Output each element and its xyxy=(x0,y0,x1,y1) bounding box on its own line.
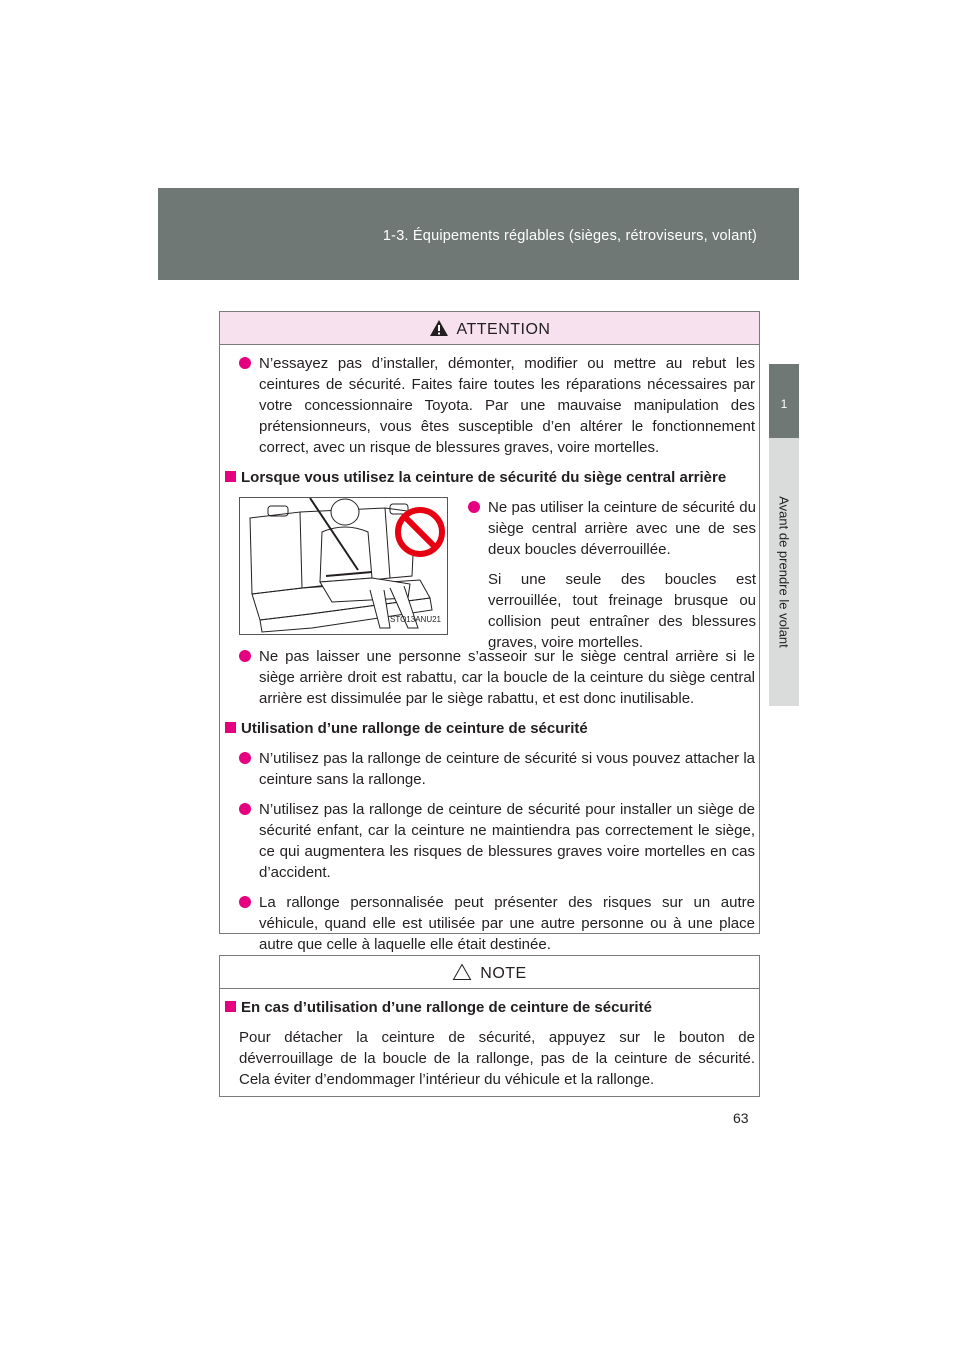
rear-seat-belt-illustration xyxy=(239,497,448,635)
figure-row xyxy=(223,497,756,651)
section-title: 1-3. Équipements réglables (sièges, rétroviseurs, volant) xyxy=(382,228,757,244)
note-body xyxy=(220,989,759,1107)
section-heading: Utilisation d’une rallonge de ceinture de sécurité xyxy=(223,718,755,739)
paragraph: Si une seule des boucles est verrouillée, tout freinage brusque ou collision peut entraîner des blessures graves, voire mortelles. xyxy=(488,571,756,651)
bullet-dot xyxy=(239,896,251,908)
chapter-tab xyxy=(769,364,799,438)
note-box xyxy=(219,955,760,1097)
chapter-header-band xyxy=(158,188,799,280)
attention-box xyxy=(219,311,760,953)
attention-label: ATTENTION xyxy=(456,321,551,338)
page-number: 63 xyxy=(733,1110,749,1126)
chapter-tab-label xyxy=(769,438,799,706)
chapter-number: 1 xyxy=(780,397,788,411)
bullet-dot xyxy=(239,752,251,764)
bullet-dot xyxy=(239,650,251,662)
list-item: Ne pas laisser une personne s’asseoir sur le siège central arrière si le siège arrière droit est rabattu, car la boucle de la ceinture du siège central arrière est dissimulée par le siège rabattu, et est donc inutilisable. xyxy=(239,646,755,709)
section-heading: Lorsque vous utilisez la ceinture de sécurité du siège central arrière xyxy=(223,467,755,488)
attention-header xyxy=(220,312,759,345)
caution-outline-icon xyxy=(452,963,472,981)
section-heading: En cas d’utilisation d’une rallonge de ceinture de sécurité xyxy=(223,997,755,1018)
paragraph: Pour détacher la ceinture de sécurité, appuyez sur le bouton de déverrouillage de la boucle de la rallonge, pas de la ceinture de sécurité. Cela éviter d’endommager l’intérieur du véhicule et la rallonge. xyxy=(239,1029,755,1088)
figure-text xyxy=(468,497,756,662)
warning-icon xyxy=(429,319,449,337)
chapter-title: Avant de prendre le volant xyxy=(776,496,792,648)
list-item: Ne pas utiliser la ceinture de sécurité du siège central arrière avec une de ses deux boucles déverrouillée. xyxy=(468,497,756,560)
list-item: La rallonge personnalisée peut présenter des risques sur un autre véhicule, quand elle est utilisée par une autre personne ou à une place autre que celle à laquelle elle était destinée. xyxy=(239,892,755,955)
bullet-square xyxy=(225,471,236,482)
list-item: N’utilisez pas la rallonge de ceinture de sécurité si vous pouvez attacher la ceinture sans la rallonge. xyxy=(239,748,755,790)
figure-code: STO13ANU21 xyxy=(390,615,441,624)
list-item: N’utilisez pas la rallonge de ceinture de sécurité pour installer un siège de sécurité enfant, car la ceinture ne maintiendra pas correctement le siège, ce qui augmentera les risques de blessures graves voire mortelles en cas d’accident. xyxy=(239,799,755,883)
attention-body xyxy=(220,345,759,972)
bullet-square xyxy=(225,722,236,733)
note-label: NOTE xyxy=(480,965,527,982)
bullet-dot xyxy=(239,803,251,815)
bullet-dot xyxy=(468,501,480,513)
list-item: N’essayez pas d’installer, démonter, modifier ou mettre au rebut les ceintures de sécurité. Faites faire toutes les réparations nécessaires par votre concessionnaire Toyota. Par une mauvaise manipulation des prétensionneurs, vous êtes susceptible d’en altérer le fonctionnement correct, avec un risque de blessures graves, voire mortelles. xyxy=(239,353,755,458)
note-header xyxy=(220,956,759,989)
bullet-square xyxy=(225,1001,236,1012)
bullet-dot xyxy=(239,357,251,369)
